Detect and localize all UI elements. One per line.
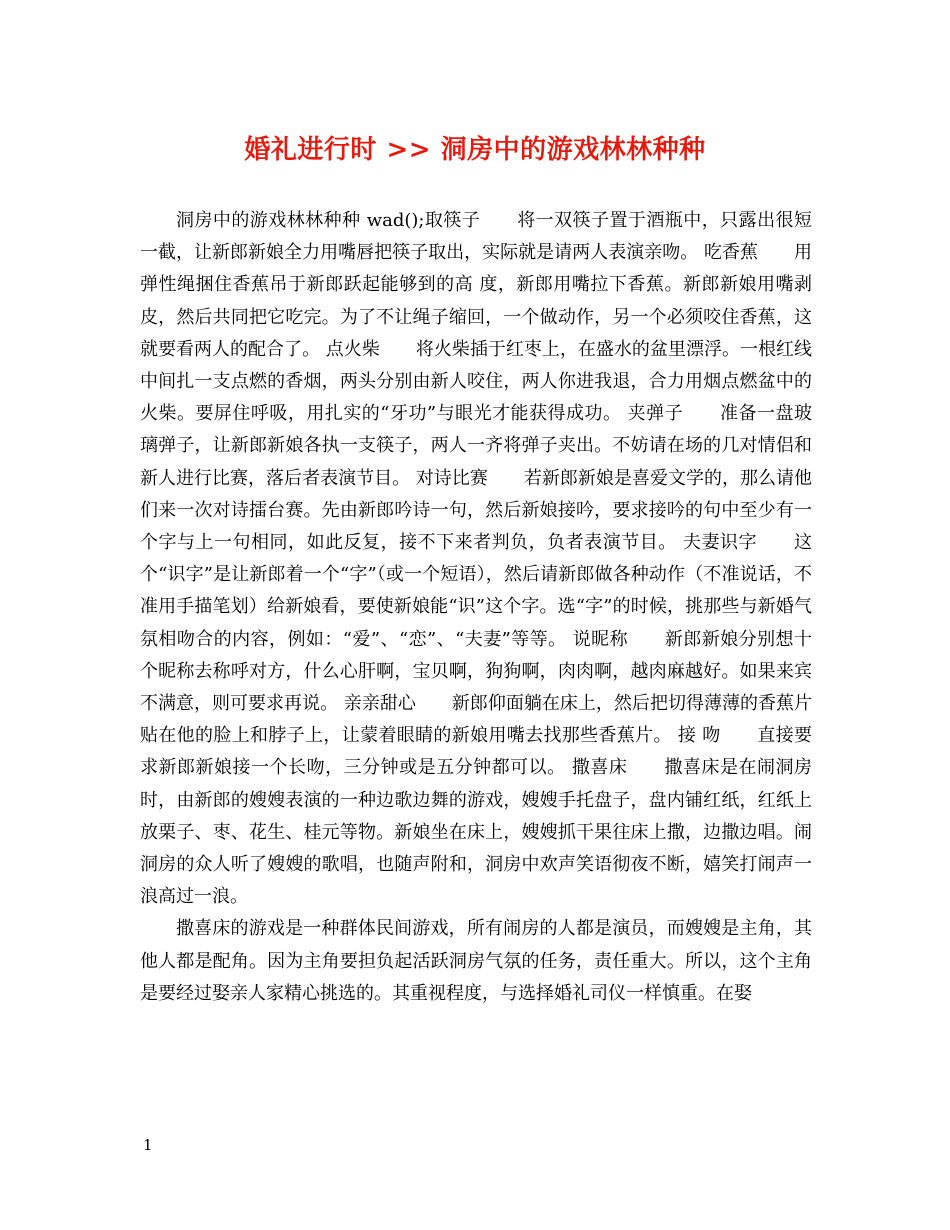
body-paragraph-2: 撒喜床的游戏是一种群体民间游戏，所有闹房的人都是演员，而嫂嫂是主角，其他人都是配角。因为主角要担负起活跃洞房气氛的任务，责任重大。所以，这个主角是要经过娶亲人家精心挑选的。其重视程度，与选择婚礼司仪一样慎重。在娶 xyxy=(140,918,812,1004)
document-body xyxy=(140,205,812,1010)
page-number: 1 xyxy=(143,1136,153,1154)
body-paragraph-1: 洞房中的游戏林林种种 wad();取筷子 将一双筷子置于酒瓶中，只露出很短一截，让新郎新娘全力用嘴唇把筷子取出，实际就是请两人表演亲吻。 吃香蕉 用弹性绳捆住香蕉吊于新郎跃起能够到的高 度，新郎用嘴拉下香蕉。新郎新娘用嘴剥皮，然后共同把它吃完。为了不让绳子缩回，一个做动作，另一个必须咬住香蕉，这就要看两人的配合了。 点火柴 将火柴插于红枣上，在盛水的盆里漂浮。一根红线中间扎一支点燃的香烟，两头分别由新人咬住，两人你进我退，合力用烟点燃盆中的火柴。要屏住呼吸，用扎实的“牙功”与眼光才能获得成功。 夹弹子 准备一盘玻璃弹子，让新郎新娘各执一支筷子，两人一齐将弹子夹出。不妨请在场的几对情侣和新人进行比赛，落后者表演节目。 对诗比赛 若新郎新娘是喜爱文学的，那么请他们来一次对诗擂台赛。先由新郎吟诗一句，然后新娘接吟，要求接吟的句中至少有一个字与上一句相同，如此反复，接不下来者判负，负者表演节目。 夫妻识字 这个“识字”是让新郎着一个“字”（或一个短语），然后请新郎做各种动作（不准说话，不准用手描笔划）给新娘看，要使新娘能“识”这个字。选“字”的时候，挑那些与新婚气氛相吻合的内容，例如：“爱”、“恋”、“夫妻”等等。 说昵称 新郎新娘分别想十个昵称去称呼对方，什么心肝啊，宝贝啊，狗狗啊，肉肉啊，越肉麻越好。如果来宾不满意，则可要求再说。 亲亲甜心 新郎仰面躺在床上，然后把切得薄薄的香蕉片贴在他的脸上和脖子上，让蒙着眼睛的新娘用嘴去找那些香蕉片。 接 吻 直接要求新郎新娘接一个长吻，三分钟或是五分钟都可以。 撒喜床 撒喜床是在闹洞房时，由新郎的嫂嫂表演的一种边歌边舞的游戏，嫂嫂手托盘子，盘内铺红纸，红纸上放栗子、枣、花生、桂元等物。新娘坐在床上，嫂嫂抓干果往床上撒，边撒边唱。闹洞房的众人听了嫂嫂的歌唱，也随声附和，洞房中欢声笑语彻夜不断，嬉笑打闹声一浪高过一浪。 xyxy=(140,210,812,908)
document-title: 婚礼进行时 >> 洞房中的游戏林林种种 xyxy=(244,135,706,165)
